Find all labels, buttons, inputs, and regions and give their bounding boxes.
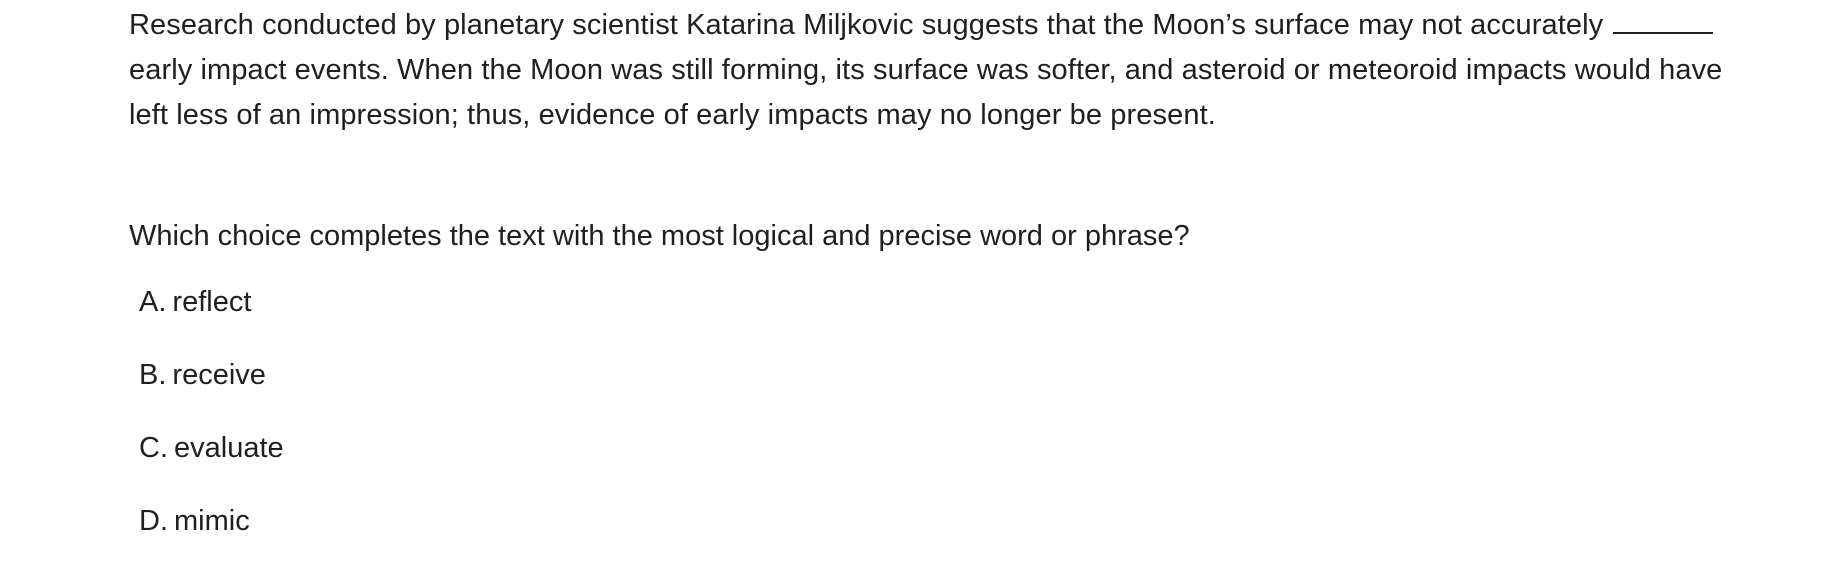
choice-letter: C. — [139, 432, 168, 464]
question-prompt: Which choice completes the text with the most logical and precise word or phrase? — [129, 220, 1190, 252]
choice-letter: D. — [139, 505, 168, 537]
choice-text: mimic — [174, 505, 250, 537]
choice-letter: A. — [139, 286, 167, 318]
passage-before-blank: Research conducted by planetary scientist Katarina Miljkovic suggests that the Moon’s surface may not accurately — [129, 9, 1604, 41]
choice-text: reflect — [172, 286, 252, 318]
choice-text: receive — [172, 359, 266, 391]
choice-d[interactable] — [139, 499, 284, 572]
choice-letter: B. — [139, 359, 167, 391]
choice-c[interactable] — [139, 426, 284, 499]
choice-b[interactable] — [139, 353, 284, 426]
passage-text — [129, 3, 1729, 138]
answer-choices — [139, 280, 284, 572]
choice-text: evaluate — [174, 432, 284, 464]
choice-a[interactable] — [139, 280, 284, 353]
passage-after-blank: early impact events. When the Moon was still forming, its surface was softer, and asteroid or meteoroid impacts would have left less of an impression; thus, evidence of early impacts may no longer be present. — [129, 54, 1723, 131]
answer-blank — [1613, 8, 1713, 34]
